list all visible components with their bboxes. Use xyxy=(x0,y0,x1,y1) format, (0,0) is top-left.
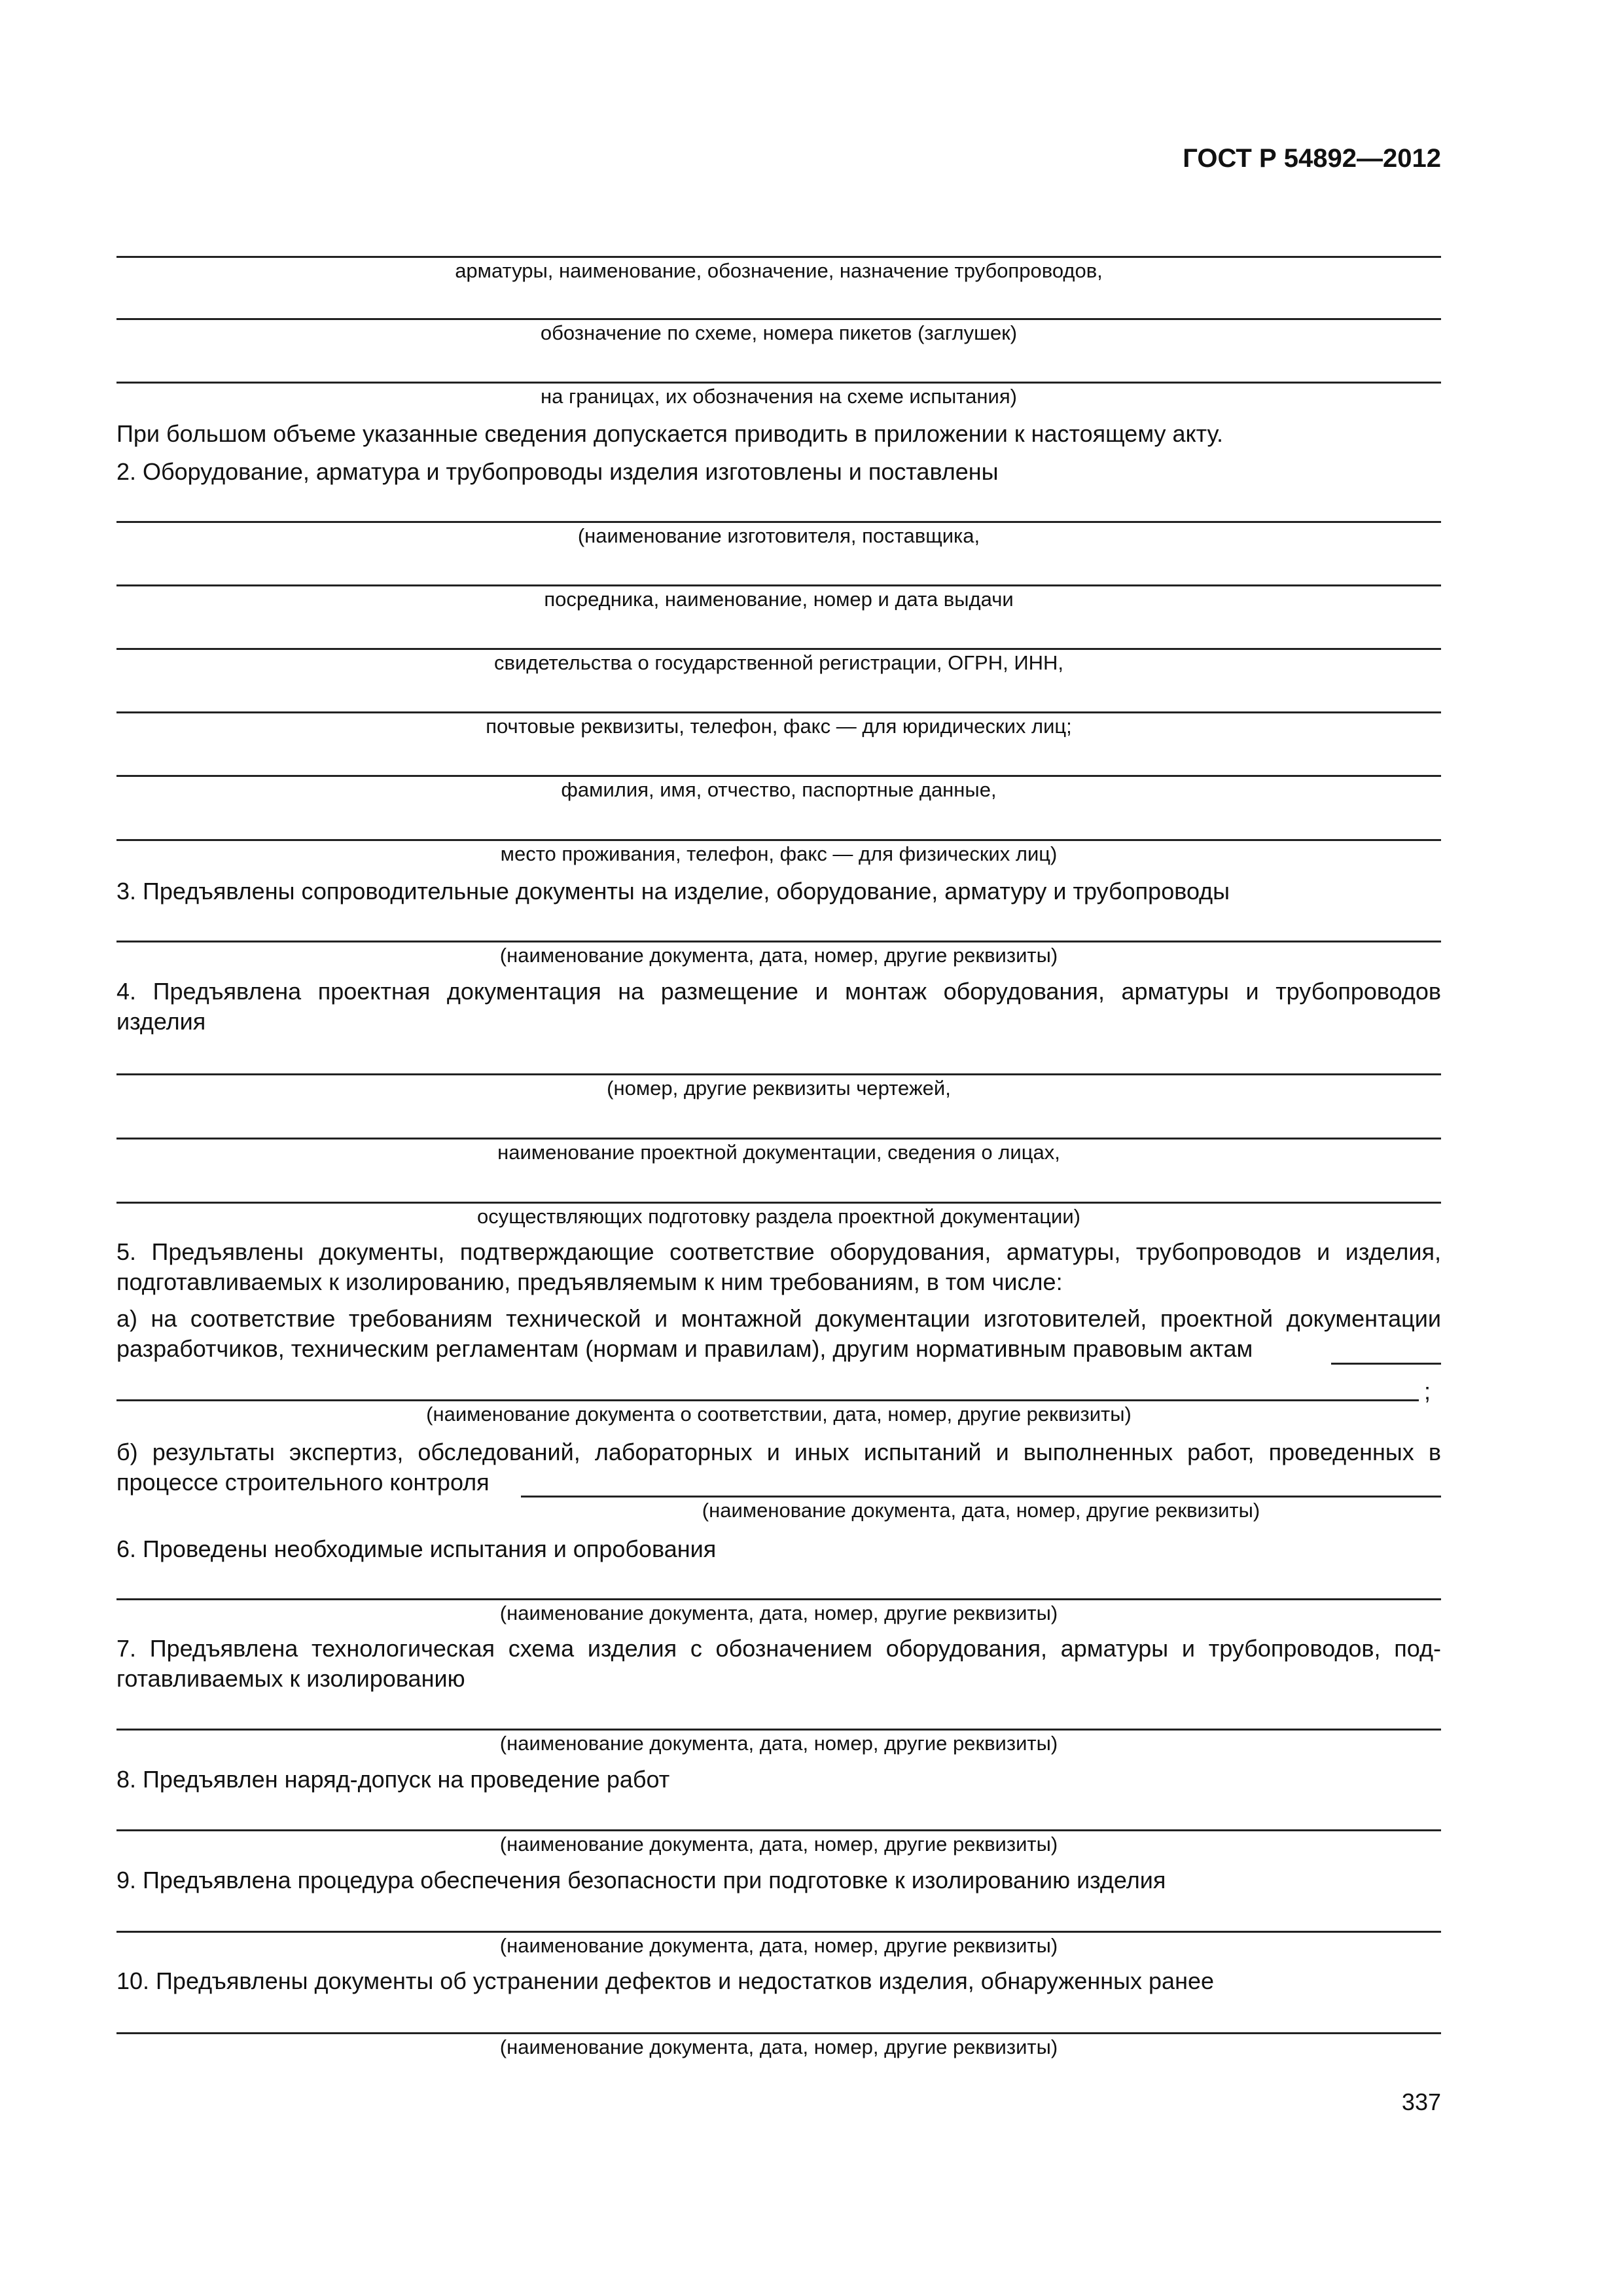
field-caption: посредника, наименование, номер и дата выдачи xyxy=(544,588,1014,611)
fill-line xyxy=(116,584,1441,586)
note-paragraph: При большом объеме указанные сведения допускается приводить в приложении к настоящему акту. xyxy=(116,420,1223,447)
fill-line xyxy=(1331,1363,1441,1365)
fill-line xyxy=(116,648,1441,650)
fill-line xyxy=(116,1931,1441,1933)
fill-line xyxy=(116,1073,1441,1075)
field-caption: (наименование документа, дата, номер, другие реквизиты) xyxy=(499,1833,1058,1856)
item-3-text: 3. Предъявлены сопроводительные документы на изделие, оборудование, арматуру и трубопроводы xyxy=(116,878,1230,905)
fill-line xyxy=(116,2032,1441,2034)
item-4-text: 4. Предъявлена проектная документация на размещение и монтаж оборудования, арматуры и трубопроводов xyxy=(116,978,1441,1005)
field-caption: осуществляющих подготовку раздела проектной документации) xyxy=(476,1205,1081,1228)
fill-line xyxy=(116,521,1441,523)
fill-line xyxy=(116,775,1441,777)
item-5-text-cont: подготавливаемых к изолированию, предъявляемым к ним требованиям, в том числе: xyxy=(116,1268,1063,1295)
field-caption: (наименование документа, дата, номер, другие реквизиты) xyxy=(499,2036,1058,2058)
field-caption: на границах, их обозначения на схеме испытания) xyxy=(541,385,1017,408)
item-2-text: 2. Оборудование, арматура и трубопроводы изделия изготовлены и поставлены xyxy=(116,458,999,485)
item-5-text: 5. Предъявлены документы, подтверждающие соответствие оборудования, арматуры, трубопроводов и изделия, xyxy=(116,1238,1441,1265)
field-caption: почтовые реквизиты, телефон, факс — для юридических лиц; xyxy=(486,715,1072,738)
fill-line xyxy=(116,711,1441,713)
field-caption: место проживания, телефон, факс — для физических лиц) xyxy=(500,842,1058,865)
fill-line xyxy=(116,1729,1441,1731)
field-caption: (наименование документа, дата, номер, другие реквизиты) xyxy=(499,1934,1058,1957)
standard-header: ГОСТ Р 54892—2012 xyxy=(1183,144,1441,173)
item-9-text: 9. Предъявлена процедура обеспечения безопасности при подготовке к изолированию изделия xyxy=(116,1867,1166,1893)
fill-line xyxy=(116,1598,1441,1600)
fill-line xyxy=(116,1399,1419,1401)
fill-line xyxy=(116,382,1441,384)
fill-line xyxy=(116,839,1441,841)
fill-line xyxy=(521,1496,1441,1498)
fill-line xyxy=(116,318,1441,320)
item-5b-text-cont: процессе строительного контроля xyxy=(116,1469,490,1496)
fill-line xyxy=(116,1202,1441,1204)
semicolon-mark: ; xyxy=(1424,1378,1431,1405)
page-number: 337 xyxy=(1401,2089,1441,2115)
item-5a-text-cont: разработчиков, техническим регламентам (нормам и правилам), другим нормативным правовым актам xyxy=(116,1335,1253,1362)
item-7-text-cont: готавливаемых к изолированию xyxy=(116,1665,465,1692)
field-caption: (наименование документа, дата, номер, другие реквизиты) xyxy=(702,1499,1260,1522)
field-caption: фамилия, имя, отчество, паспортные данные, xyxy=(561,778,997,801)
item-4-text-cont: изделия xyxy=(116,1008,206,1035)
field-caption: (наименование документа о соответствии, дата, номер, другие реквизиты) xyxy=(426,1403,1132,1426)
fill-line xyxy=(116,1138,1441,1139)
item-8-text: 8. Предъявлен наряд-допуск на проведение работ xyxy=(116,1766,670,1793)
field-caption: арматуры, наименование, обозначение, назначение трубопроводов, xyxy=(455,259,1103,282)
item-5a-text: а) на соответствие требованиям технической и монтажной документации изготовителей, проектной документации xyxy=(116,1305,1441,1332)
field-caption: (наименование документа, дата, номер, другие реквизиты) xyxy=(499,1602,1058,1624)
field-caption: (наименование документа, дата, номер, другие реквизиты) xyxy=(499,944,1058,967)
fill-line xyxy=(116,256,1441,258)
field-caption: (номер, другие реквизиты чертежей, xyxy=(607,1077,951,1100)
field-caption: (наименование изготовителя, поставщика, xyxy=(577,524,980,547)
item-5b-text: б) результаты экспертиз, обследований, лабораторных и иных испытаний и выполненных работ, проведенных в xyxy=(116,1439,1441,1465)
field-caption: свидетельства о государственной регистрации, ОГРН, ИНН, xyxy=(493,651,1064,674)
fill-line xyxy=(116,941,1441,942)
item-6-text: 6. Проведены необходимые испытания и опробования xyxy=(116,1535,717,1562)
item-10-text: 10. Предъявлены документы об устранении дефектов и недостатков изделия, обнаруженных ранее xyxy=(116,1967,1214,1994)
fill-line xyxy=(116,1829,1441,1831)
field-caption: обозначение по схеме, номера пикетов (заглушек) xyxy=(540,321,1018,344)
field-caption: (наименование документа, дата, номер, другие реквизиты) xyxy=(499,1732,1058,1755)
item-7-text: 7. Предъявлена технологическая схема изделия с обозначением оборудования, арматуры и трубопроводов, под- xyxy=(116,1635,1441,1662)
field-caption: наименование проектной документации, сведения о лицах, xyxy=(497,1141,1060,1164)
